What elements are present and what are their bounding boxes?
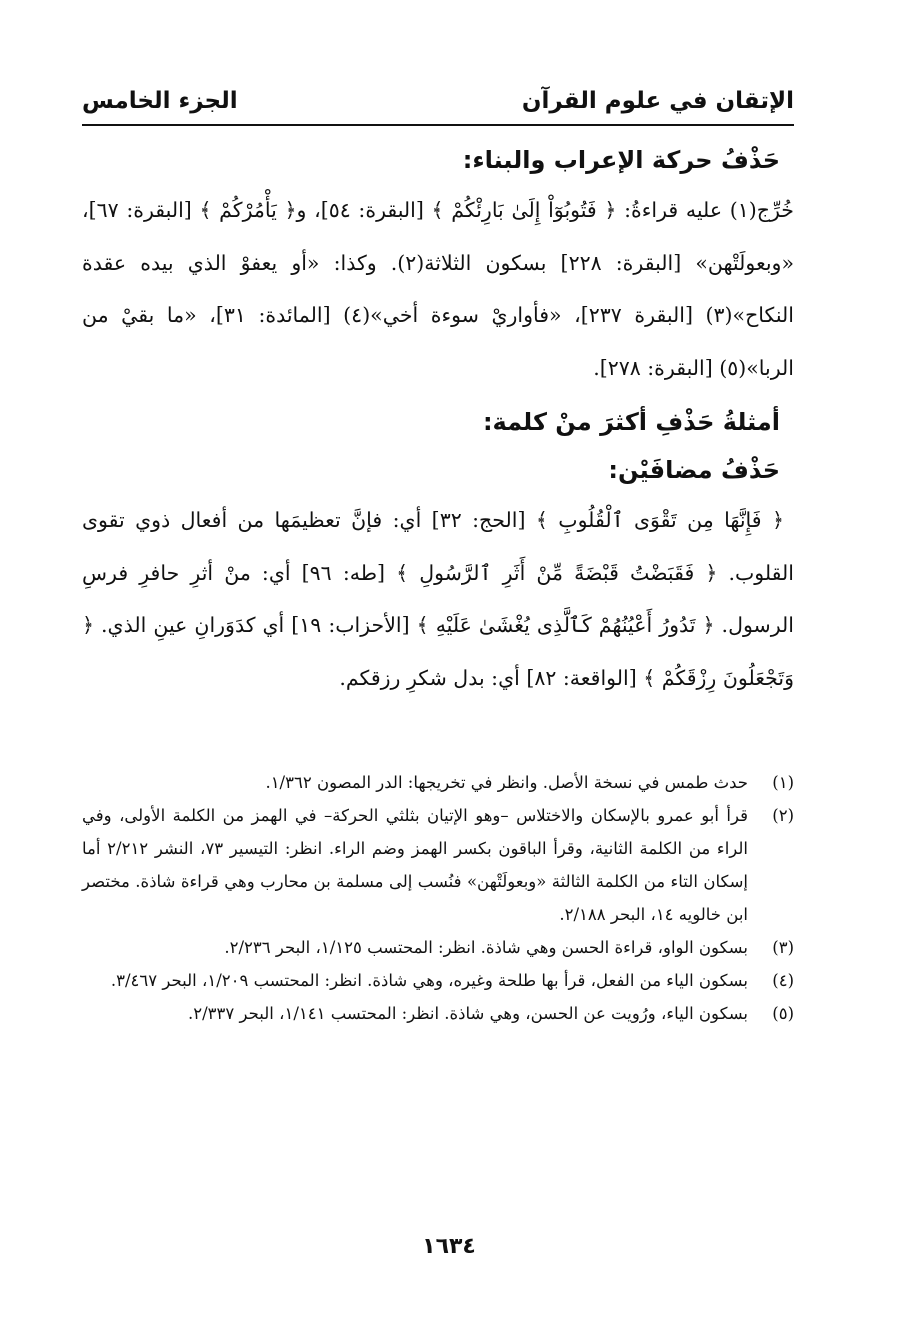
footnotes [82, 766, 794, 1030]
paragraph-2: ﴿ فَإِنَّهَا مِن تَقْوَى ٱلْقُلُوبِ ﴾ [الحج: ٣٢] أي: فإنَّ تعظيمَها من أفعال ذوي تقوى القلوب. ﴿ فَقَبَضْتُ قَبْضَةً مِّنْ أَثَرِ ٱلرَّسُولِ ﴾ [طه: ٩٦] أي: منْ أثرِ حافرِ فرسِ الرسول. ﴿ تَدُورُ أَعْيُنُهُمْ كَٱلَّذِى يُغْشَىٰ عَلَيْهِ ﴾ [الأحزاب: ١٩] أي كدَوَرانِ عينِ الذي. ﴿ وَتَجْعَلُونَ رِزْقَكُمْ ﴾ [الواقعة: ٨٢] أي: بدل شكرِ رزقكم. [82, 508, 794, 690]
paragraph-1: خُرِّج(١) عليه قراءةُ: ﴿ فَتُوبُوٓاْ إِلَىٰ بَارِئْكُمْ ﴾ [البقرة: ٥٤]، و﴿ يَأْمُرْكُمْ ﴾ [البقرة: ٦٧]، «وبعولَتْهن» [البقرة: ٢٢٨] بسكون الثلاثة(٢). وكذا: «أو يعفوْ الذي بيده عقدة النكاح»(٣) [البقرة ٢٣٧]، «فأواريْ سوءة أخي»(٤) [المائدة: ٣١]، «ما بقيْ من الربا»(٥) [البقرة: ٢٧٨]. [82, 198, 794, 380]
footnote-text: حدث طمس في نسخة الأصل. وانظر في تخريجها: الدر المصون ١/٣٦٢. [265, 773, 748, 792]
footnote-text: بسكون الواو، قراءة الحسن وهي شاذة. انظر: المحتسب ١/١٢٥، البحر ٢/٢٣٦. [224, 938, 748, 957]
book-title: الإتقان في علوم القرآن [521, 88, 794, 114]
footnote-3 [82, 931, 794, 964]
main-text [82, 132, 794, 704]
footnote-text: بسكون الياء، ورُويت عن الحسن، وهي شاذة. انظر: المحتسب ١/١٤١، البحر ٢/٣٣٧. [188, 1004, 748, 1023]
volume-label: الجزء الخامس [82, 88, 238, 114]
section-heading-1: حَذْفُ حركة الإعراب والبناء: [462, 146, 780, 174]
footnote-5 [82, 997, 794, 1030]
footnote-4 [82, 964, 794, 997]
footnote-2 [82, 799, 794, 931]
page-number: ١٦٣٤ [422, 1234, 476, 1259]
footnote-number: (٣) [772, 938, 794, 957]
section-heading-3: حَذْفُ مضافَيْن: [608, 456, 780, 484]
footnote-text: بسكون الياء من الفعل، قرأ بها طلحة وغيره، وهي شاذة. انظر: المحتسب ١/٢٠٩، البحر ٣/٤٦٧. [110, 971, 748, 990]
section-heading-2: أمثلةُ حَذْفِ أكثرَ منْ كلمة: [482, 408, 780, 436]
footnote-number: (٢) [772, 806, 794, 825]
footnote-1 [82, 766, 794, 799]
footnote-number: (١) [772, 773, 794, 792]
footnote-number: (٤) [772, 971, 794, 990]
footnote-number: (٥) [772, 1004, 794, 1023]
footnote-text: قرأ أبو عمرو بالإسكان والاختلاس –وهو الإتيان بثلثي الحركة– في الهمز من الكلمة الأولى، وفي الراء من الكلمة الثانية، وقرأ الباقون بكسر الهمز وضم الراء. انظر: التيسير ٧٣، النشر ٢/٢١٢ أما إسكان التاء من الكلمة الثالثة «وبعولَتْهن» فنُسب إلى مسلمة بن محارب وهي قراءة شاذة. مختصر ابن خالويه ١٤، البحر ٢/١٨٨. [82, 806, 748, 924]
running-header [82, 72, 794, 126]
